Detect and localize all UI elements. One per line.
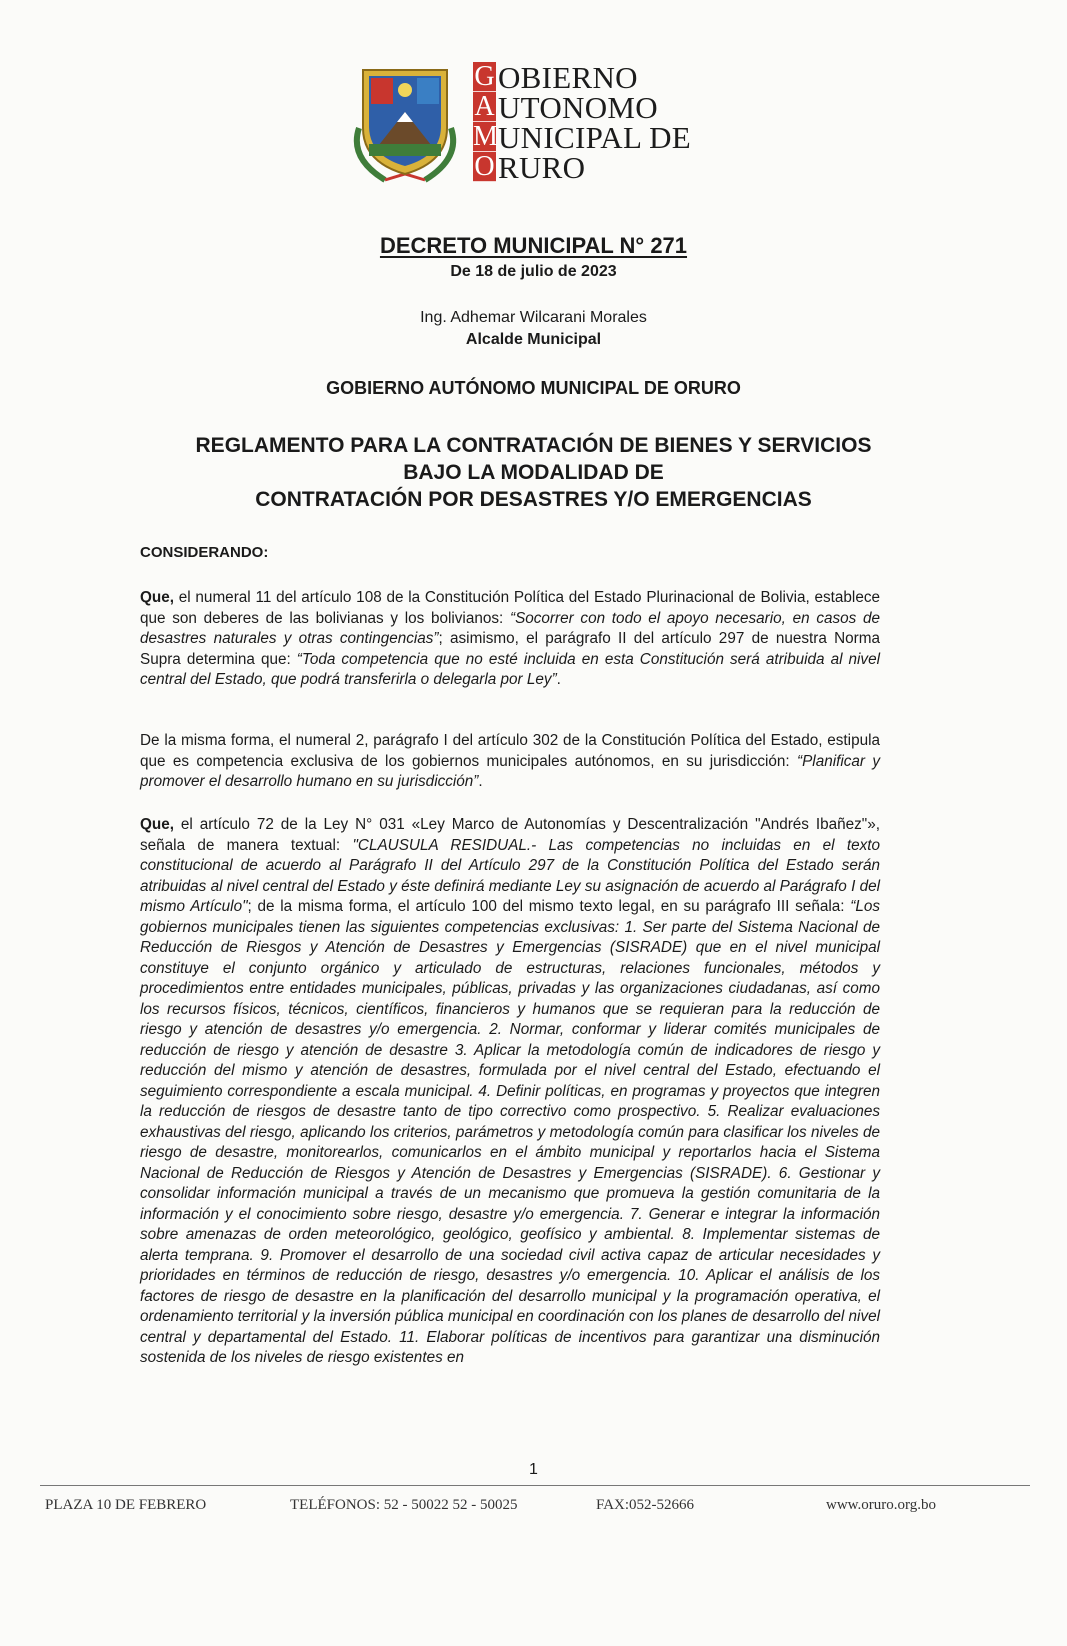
paragraph-text: . [556, 671, 561, 688]
quote-text: “Planificar y promover el desarrollo humano en su jurisdicción” [140, 752, 880, 790]
header-logo [345, 58, 765, 188]
footer-address: PLAZA 10 DE FEBRERO [45, 1497, 207, 1513]
mayor-name: Ing. Adhemar Wilcarani Morales [420, 309, 647, 326]
paragraph [140, 815, 880, 1369]
regulation-title-line: CONTRATACIÓN POR DESASTRES Y/O EMERGENCIAS [255, 488, 812, 511]
footer-divider [40, 1485, 1030, 1486]
logo-word: UTONOMO [498, 89, 658, 125]
footer-phones: TELÉFONOS: 52 - 50022 52 - 50025 [290, 1497, 518, 1513]
paragraph-lead: Que, [140, 816, 174, 833]
paragraph [140, 588, 880, 691]
quote-text: “Los gobiernos municipales tienen las siguientes competencias exclusivas: 1. Ser parte del Sistema Nacional de Reducción de Riesgos y Atención de Desastres y Emergencias (SISRADE) que en el nivel municipal constituye el conjunto orgánico y articulado de estructuras, relaciones funcionales, métodos y procedimientos entre entidades municipales, públicas, privadas y las organizaciones ciudadanas, así como los recursos físicos, técnicos, científicos, financieros y humanos que se requieran para la reducción de riesgo y atención de desastres y/o emergencia. 2. Normar, conformar y liderar comités municipales de reducción de riesgo y atención de desastre 3. Aplicar la metodología común de indicadores de riesgo y reducción del mismo y atención de desastres, formulada por el nivel central del Estado, efectuando el seguimiento correspondiente a escala municipal. 4. Definir políticas, en programas y proyectos que integren la reducción de riesgos de desastre tanto de tipo correctivo como prospectivo. 5. Realizar evaluaciones exhaustivas del riesgo, aplicando los criterios, parámetros y metodología común para clasificar los niveles de riesgo de desastre, monitorearlos, comunicarlos en el ámbito municipal y reportarlos hacia el Sistema Nacional de Reducción de Riesgos y Atención de Desastres y Emergencias (SISRADE). 6. Gestionar y consolidar información municipal a través de un mecanismo que promueva la gestión comunitaria de la información y el conocimiento sobre riesgo, desastre y/o emergencia. 7. Generar e integrar la información sobre amenazas de orden meteorológico, geológico, geofísico y ambiental. 8. Implementar sistemas de alerta temprana. 9. Promover el desarrollo de una sociedad civil activa capaz de articular necesidades y prioridades en términos de reducción de riesgo, desastres y/o emergencia. 10. Aplicar el análisis de los factores de riesgo de desastre en la planificación del desarrollo municipal y la programación operativa, el ordenamiento territorial y la inversión pública municipal en coordinación con los planes de desarrollo del nivel central y departamental del Estado. 11. Elaborar políticas de incentivos para garantizar una disminución sostenida de los niveles de riesgo existentes en [140, 898, 880, 1366]
quote-text: “Socorrer con todo el apoyo necesario, en casos de desastres naturales y otras contingencias” [140, 609, 881, 647]
quote-text: “Toda competencia que no esté incluida en esta Constitución será atribuida al nivel central del Estado, que podrá transferirla o delegarla por Ley” [140, 650, 880, 688]
decree-date: De 18 de julio de 2023 [450, 263, 617, 280]
logo-word: OBIERNO [498, 59, 638, 95]
mayor-role: Alcalde Municipal [465, 331, 602, 348]
paragraph [140, 731, 880, 793]
logo-initial: A [474, 91, 495, 122]
footer-fax: FAX:052-52666 [596, 1497, 695, 1513]
paragraph-text: el numeral 11 del artículo 108 de la Constitución Política del Estado Plurinacional de Bolivia, establece que son deberes de las bolivianas y los bolivianos: [140, 589, 880, 627]
logo-line-1 [473, 59, 691, 95]
logo-line-2 [473, 89, 691, 125]
logo-word: UNICIPAL DE [498, 119, 692, 155]
footer-website: www.oruro.org.bo [826, 1497, 936, 1513]
page-number: 1 [529, 1461, 538, 1478]
regulation-title [0, 432, 1067, 513]
logo-line-3 [473, 119, 692, 155]
paragraph-text: De la misma forma, el numeral 2, parágrafo I del artículo 302 de la Constitución Política del Estado, estipula que es competencia exclusiva de los gobiernos municipales autónomos, en su jurisdicción: [140, 732, 880, 770]
regulation-title-line: BAJO LA MODALIDAD DE [403, 461, 664, 484]
entity-name: GOBIERNO AUTÓNOMO MUNICIPAL DE ORURO [326, 378, 741, 398]
paragraph-text: ; asimismo, el parágrafo II del artículo 297 de nuestra Norma Supra determina que: [140, 630, 881, 668]
decree-title: DECRETO MUNICIPAL N° 271 [379, 233, 688, 258]
coat-of-arms-icon [345, 58, 465, 186]
logo-line-4 [473, 149, 691, 185]
logo-word: RURO [498, 149, 586, 185]
quote-text: "CLAUSULA RESIDUAL.- Las competencias no incluidas en el texto constitucional de acuerdo al Parágrafo II del Artículo 297 de la Constitución Política del Estado serán atribuidas al nivel central del Estado y éste definirá mediante Ley su asignación de acuerdo al Parágrafo I del mismo Artículo" [140, 836, 880, 915]
regulation-title-line: REGLAMENTO PARA LA CONTRATACIÓN DE BIENES Y SERVICIOS [195, 434, 872, 457]
paragraph-text: el artículo 72 de la Ley N° 031 «Ley Marco de Autonomías y Descentralización "Andrés Ibañez"», señala de manera textual: [140, 816, 880, 854]
logo-wordmark [473, 59, 692, 185]
logo-initial: M [473, 121, 498, 152]
considerando-heading: CONSIDERANDO: [140, 544, 269, 561]
paragraph-text: ; de la misma forma, el artículo 100 del mismo texto legal, en su parágrafo III señala: [247, 898, 851, 915]
paragraph-lead: Que, [140, 589, 174, 606]
paragraph-text: . [478, 773, 483, 790]
logo-initial: O [474, 151, 495, 182]
logo-initial: G [474, 61, 495, 92]
